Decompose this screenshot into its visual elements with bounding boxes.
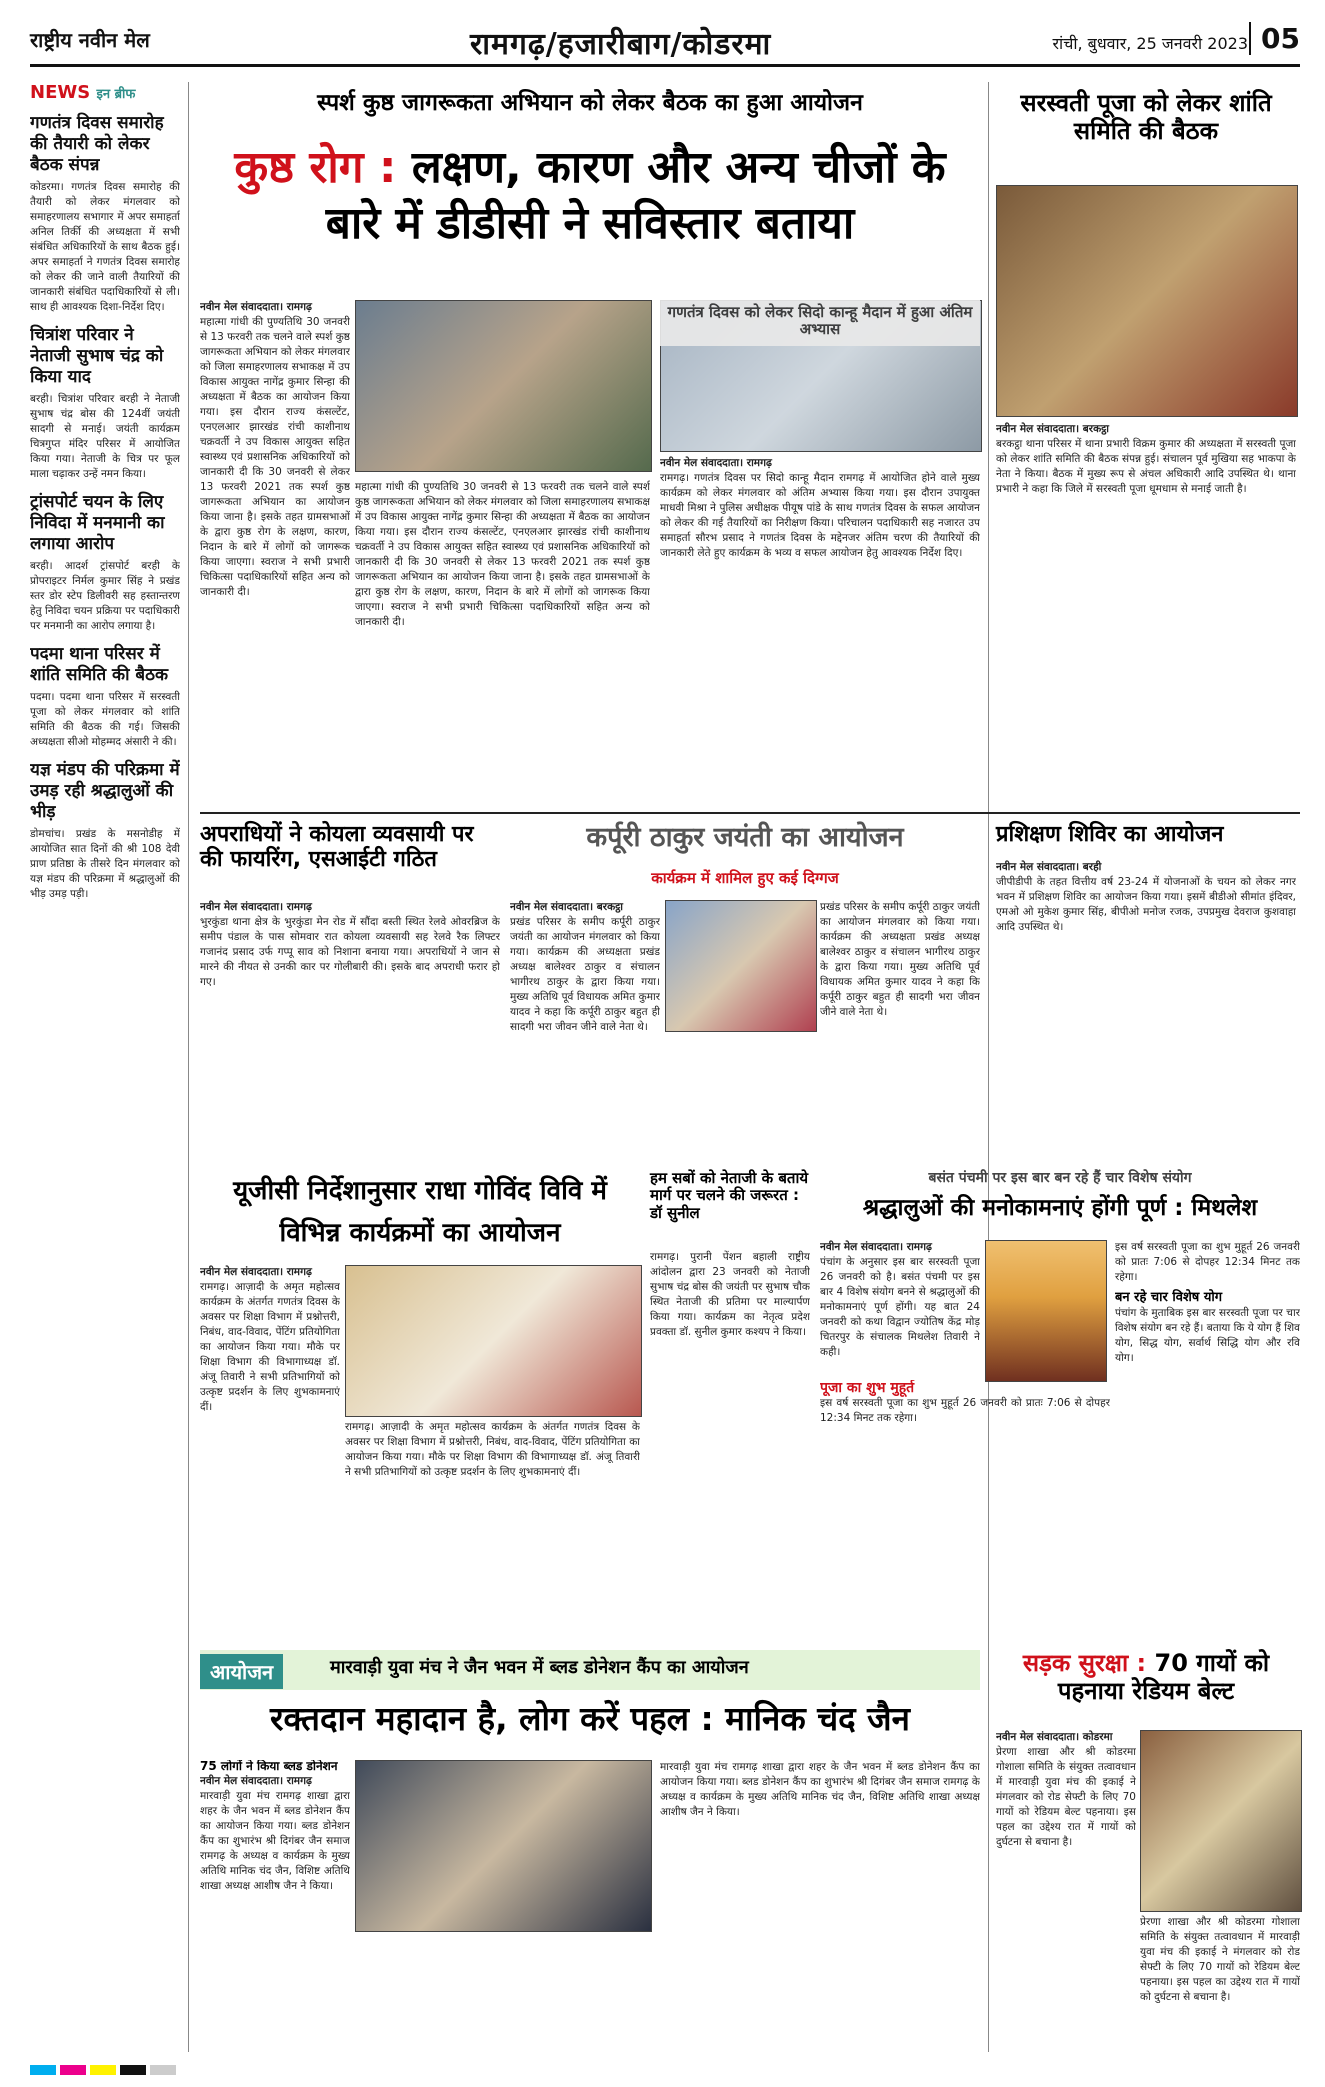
brief-body: पदमा। पदमा थाना परिसर में सरस्वती पूजा को लेकर मंगलवार को शांति समिति की बैठक की गई। जिसकी अध्यक्षता सीओ मोहम्मद अंसारी ने की। bbox=[30, 691, 180, 748]
road-headline-num: 70 गायों bbox=[1154, 1649, 1237, 1677]
peace-committee-photo bbox=[996, 185, 1298, 417]
brief-title: पदमा थाना परिसर में शांति समिति की बैठक bbox=[30, 644, 169, 685]
karpoori-story-cont bbox=[820, 900, 980, 1160]
blood-story-cont bbox=[660, 1760, 980, 2045]
coal-byline: नवीन मेल संवाददाता। रामगढ़ bbox=[200, 901, 312, 913]
republic-body: रामगढ़। गणतंत्र दिवस पर सिदो कान्हू मैदान रामगढ़ में आयोजित होने वाले मुख्य कार्यक्रम को लेकर मंगलवार को अंतिम अभ्यास किया गया। इस दौरान उपायुक्त माधवी मिश्रा ने पुलिस अधीक्षक पीयूष पांडे के साथ गणतंत्र दिवस के सफल आयोजन को लेकर की गई तैयारियों का निरीक्षण किया। परिचालन पदाधिकारी सह नजारत उप समाहर्ता सौरभ प्रसाद ने गणतंत्र दिवस के मद्देनजर अंतिम चरण की तैयारियों की जानकारी लेते हुए कार्यक्रम के भव्य व सफल आयोजन हेतु आवश्यक निर्देश दिए। bbox=[660, 472, 980, 559]
saraswati-story bbox=[996, 422, 1296, 802]
news-in-brief-sidebar bbox=[30, 82, 180, 1982]
blood-body-cont: मारवाड़ी युवा मंच रामगढ़ शाखा द्वारा शहर के जैन भवन में ब्लड डोनेशन कैंप का आयोजन किया गया। ब्लड डोनेशन कैंप का शुभारंभ श्री दिगंबर जैन समाज रामगढ़ के अध्यक्ष व कार्यक्रम के मुख्य अतिथि मानिक चंद जैन, विशिष्ट अतिथि शाखा अध्यक्ष आशीष जैन ने किया। bbox=[660, 1761, 980, 1818]
netaji-headline: हम सबों को नेताजी के बताये मार्ग पर चलने की जरूरत : डॉ सुनील bbox=[650, 1169, 809, 1222]
blood-subhead: 75 लोगों ने किया ब्लड डोनेशन bbox=[200, 1760, 338, 1773]
brief-body: बरही। चित्रांश परिवार बरही ने नेताजी सुभाष चंद्र बोस की 124वीं जयंती सादगी से मनाई। जयंती कार्यक्रम चित्रगुप्त मंदिर परिसर में आयोजित किया गया। नेताजी के चित्र पर फूल माला चढ़ाकर उन्हें नमन किया। bbox=[30, 393, 180, 480]
region-title: रामगढ़/हजारीबाग/कोडरमा bbox=[470, 27, 772, 62]
karpoori-body-cont: प्रखंड परिसर के समीप कर्पूरी ठाकुर जयंती का आयोजन मंगलवार को किया गया। कार्यक्रम की अध्यक्षता प्रखंड अध्यक्ष बालेश्वर ठाकुर व संचालन भागीरथ ठाकुर के द्वारा किया गया। मुख्य अतिथि पूर्व विधायक अमित कुमार यादव ने कहा कि कर्पूरी ठाकुर बहुत ही सादगी भरा जीवन जीने वाले नेता थे। bbox=[820, 901, 980, 1018]
basant-box-body: इस वर्ष सरस्वती पूजा का शुभ मुहूर्त 26 जनवरी को प्रातः 7:06 से दोपहर 12:34 मिनट तक रहेगा। bbox=[820, 1397, 1110, 1425]
road-headline bbox=[996, 1650, 1296, 1705]
karpoori-body: प्रखंड परिसर के समीप कर्पूरी ठाकुर जयंती का आयोजन मंगलवार को किया गया। कार्यक्रम की अध्यक्षता प्रखंड अध्यक्ष बालेश्वर ठाकुर व संचालन भागीरथ ठाकुर के द्वारा किया गया। मुख्य अतिथि पूर्व विधायक अमित कुमार यादव ने कहा कि कर्पूरी ठाकुर बहुत ही सादगी भरा जीवन जीने वाले नेता थे। bbox=[510, 916, 660, 1033]
coal-body: भुरकुंडा थाना क्षेत्र के भुरकुंडा मेन रोड में सौंदा बस्ती स्थित रेलवे ओवरब्रिज के समीप पंडाल के पास सोमवार रात कोयला व्यवसायी सह रेलवे रैक लिफ्टर गजानंद प्रसाद उर्फ गप्पू साव को निशाना बनाया गया। अपराधियों ने जान से मारने की नीयत से उनकी कार पर गोलीबारी की। इसके बाद अपराधी फरार हो गए। bbox=[200, 916, 500, 988]
road-story-cont bbox=[1140, 1915, 1300, 2045]
meeting-photo bbox=[355, 300, 652, 472]
training-body: जीपीडीपी के तहत वित्तीय वर्ष 23-24 में योजनाओं के चयन को लेकर नगर भवन में प्रशिक्षण शिविर का आयोजन किया गया। इसमें बीडीओ सीमांत इंदिवर, एमओ ओ मुकेश कुमार सिंह, बीपीओ मनोज रजक, उपप्रमुख देवराज कुशवाहा आदि उपस्थित थे। bbox=[996, 876, 1296, 933]
basant-sub-body: पंचांग के मुताबिक इस बार सरस्वती पूजा पर चार विशेष संयोग बन रहे हैं। बताया कि ये योग हैं शिव योग, सिद्ध योग, सर्वार्थ सिद्धि योग और रवि योग। bbox=[1115, 1306, 1300, 1364]
saraswati-byline: नवीन मेल संवाददाता। बरकट्ठा bbox=[996, 423, 1109, 435]
news-tag bbox=[30, 82, 180, 103]
basant-box bbox=[820, 1380, 1110, 1625]
coal-headline: अपराधियों ने कोयला व्यवसायी पर की फायरिंग, एसआईटी गठित bbox=[200, 822, 474, 873]
basant-box-title: पूजा का शुभ मुहूर्त bbox=[820, 1380, 915, 1396]
lead-story bbox=[200, 300, 350, 800]
basant-headline: श्रद्धालुओं की मनोकामनाएं होंगी पूर्ण : मिथलेश bbox=[862, 1195, 1258, 1221]
republic-headline-box bbox=[660, 300, 980, 346]
newspaper-brand: राष्ट्रीय नवीन मेल bbox=[30, 28, 150, 52]
ugc-headline: यूजीसी निर्देशानुसार राधा गोविंद विवि में विभिन्न कार्यक्रमों का आयोजन bbox=[233, 1176, 607, 1248]
karpoori-photo bbox=[665, 900, 817, 1032]
column-divider bbox=[188, 82, 189, 2052]
masthead bbox=[30, 18, 1300, 67]
ugc-story bbox=[200, 1265, 340, 1625]
basant-story bbox=[820, 1240, 980, 1370]
ugc-story-cont bbox=[345, 1420, 640, 1625]
brief-title: यज्ञ मंडप की परिक्रमा में उमड़ रही श्रद्धालुओं की भीड़ bbox=[30, 760, 180, 822]
blood-headline: रक्तदान महादान है, लोग करें पहल : मानिक चंद जैन bbox=[270, 1699, 910, 1738]
karpoori-byline: नवीन मेल संवाददाता। बरकट्ठा bbox=[510, 901, 623, 913]
brief-title: चित्रांश परिवार ने नेताजी सुभाष चंद्र को किया याद bbox=[30, 325, 164, 387]
blood-label: आयोजन bbox=[200, 1654, 283, 1689]
lead-headline-rest: लक्षण, कारण और अन्य चीजों के बारे में डीडीसी ने सविस्तार बताया bbox=[325, 142, 946, 249]
print-color-bar bbox=[30, 2060, 1300, 2079]
cow-photo bbox=[1140, 1730, 1302, 1912]
brief-body: डोमचांच। प्रखंड के मसनोडीह में आयोजित सात दिनों की श्री 108 देवी प्राण प्रतिष्ठा के तीसरे दिन मंगलवार को यज्ञ मंडप की परिक्रमा में श्रद्धालुओं की भीड़ उमड़ पड़ी। bbox=[30, 828, 180, 900]
ugc-byline: नवीन मेल संवाददाता। रामगढ़ bbox=[200, 1266, 312, 1278]
training-headline: प्रशिक्षण शिविर का आयोजन bbox=[996, 822, 1224, 847]
basant-body: पंचांग के अनुसार इस बार सरस्वती पूजा 26 जनवरी को है। बसंत पंचमी पर इस बार 4 विशेष संयोग बनने से श्रद्धालुओं की मनोकामनाएं पूर्ण होंगी। यह बात 24 जनवरी को कथा विद्वान ज्योतिष केंद्र मोड़ चितरपुर के संचालक मिथलेश तिवारी ने कही। bbox=[820, 1256, 980, 1358]
basant-body-cont: इस वर्ष सरस्वती पूजा का शुभ मुहूर्त 26 जनवरी को प्रातः 7:06 से दोपहर 12:34 मिनट तक रहेगा। bbox=[1115, 1241, 1300, 1283]
karpoori-headline: कर्पूरी ठाकुर जयंती का आयोजन bbox=[586, 822, 904, 853]
training-byline: नवीन मेल संवाददाता। बरही bbox=[996, 861, 1102, 873]
brief-item bbox=[30, 113, 180, 315]
lead-headline-red: कुष्ठ रोग : bbox=[234, 142, 397, 193]
road-body: प्रेरणा शाखा और श्री कोडरमा गोशाला समिति के संयुक्त तत्वावधान में मारवाड़ी युवा मंच की इकाई ने मंगलवार को रोड सेफ्टी के लिए 70 गायों को रेडियम बेल्ट पहनाया। इस पहल का उद्देश्य रात में गायों को दुर्घटना से बचाना है। bbox=[996, 1746, 1136, 1848]
training-story bbox=[996, 860, 1296, 1160]
brief-body: कोडरमा। गणतंत्र दिवस समारोह की तैयारी को लेकर मंगलवार को समाहरणालय सभागार में अपर समाहर्ता अनिल तिर्की की अध्यक्षता में सभी संबंधित अधिकारियों के साथ बैठक हुई। अपर समाहर्ता ने गणतंत्र दिवस समारोह को लेकर की जाने वाली तैयारियों की जानकारी संबंधित पदाधिकारियों से ली। साथ ही आवश्यक दिशा-निर्देश दिए। bbox=[30, 181, 180, 313]
karpoori-story bbox=[510, 900, 660, 1160]
brief-title: गणतंत्र दिवस समारोह की तैयारी को लेकर बैठक संपन्न bbox=[30, 113, 164, 175]
blood-story bbox=[200, 1760, 350, 2045]
netaji-body: रामगढ़। पुरानी पेंशन बहाली राष्ट्रीय आंदोलन द्वारा 23 जनवरी को नेताजी सुभाष चंद्र बोस की जयंती पर सुभाष चौक स्थित नेताजी की प्रतिमा पर माल्यार्पण किया गया। कार्यक्रम का नेतृत्व प्रदेश प्रवक्ता डॉ. सुनील कुमार कश्यप ने किया। bbox=[650, 1251, 810, 1338]
saraswati-headline: सरस्वती पूजा को लेकर शांति समिति की बैठक bbox=[1020, 89, 1272, 145]
section-rule bbox=[200, 812, 1300, 814]
republic-byline: नवीन मेल संवाददाता। रामगढ़ bbox=[660, 457, 772, 469]
republic-headline: गणतंत्र दिवस को लेकर सिदो कान्हू मैदान में हुआ अंतिम अभ्यास bbox=[667, 303, 973, 339]
saraswati-body: बरकट्ठा थाना परिसर में थाना प्रभारी विक्रम कुमार की अध्यक्षता में सरस्वती पूजा को लेकर शांति समिति की बैठक संपन्न हुई। संचालन पूर्व मुखिया सह भाकपा के नेता ने किया। बैठक में मुख्य रूप से अंचल अधिकारी आदि उपस्थित थे। थाना प्रभारी ने कहा कि जिले में सरस्वती पूजा धूमधाम से मनाई जाती है। bbox=[996, 438, 1296, 495]
basant-kicker: बसंत पंचमी पर इस बार बन रहे हैं चार विशेष संयोग bbox=[928, 1170, 1192, 1186]
blood-photo bbox=[355, 1760, 652, 1932]
republic-story bbox=[660, 456, 980, 800]
basant-yog bbox=[1115, 1240, 1300, 1625]
page-number: 05 bbox=[1249, 22, 1300, 55]
lead-story-cont bbox=[355, 480, 650, 800]
karpoori-subhead: कार्यक्रम में शामिल हुए कई दिग्गज bbox=[651, 869, 839, 887]
road-headline-rest: को पहनाया रेडियम बेल्ट bbox=[1057, 1649, 1270, 1705]
road-story bbox=[996, 1730, 1136, 2045]
lead-body-cont: महात्मा गांधी की पुण्यतिथि 30 जनवरी से 13 फरवरी तक चलने वाले स्पर्श कुष्ठ जागरूकता अभियान को लेकर मंगलवार को जिला समाहरणालय सभाकक्ष में उप विकास आयुक्त नागेंद्र कुमार सिन्हा की अध्यक्षता में बैठक का आयोजन किया गया। इस दौरान राज्य कंसल्टेंट, एनएलआर झारखंड रांची काशीनाथ चक्रवर्ती ने उप विकास आयुक्त सहित स्वास्थ्य एवं प्रशासनिक अधिकारियों को जानकारी दी कि 30 जनवरी से लेकर 13 फरवरी 2021 तक स्पर्श कुष्ठ जागरूकता अभियान का आयोजन किया जाना है। इसके तहत ग्रामसभाओं के द्वारा कुष्ठ रोग के लक्षण, कारण, निदान के बारे में लोगों को जागरूक किया जाएगा। स्वराज ने सभी प्रभारी चिकित्सा पदाधिकारियों सहित अन्य को जानकारी दी। bbox=[355, 481, 650, 628]
sidebar-items bbox=[30, 113, 180, 902]
blood-byline: नवीन मेल संवाददाता। रामगढ़ bbox=[200, 1774, 312, 1787]
basant-byline: नवीन मेल संवाददाता। रामगढ़ bbox=[820, 1241, 932, 1253]
blood-body: मारवाड़ी युवा मंच रामगढ़ शाखा द्वारा शहर के जैन भवन में ब्लड डोनेशन कैंप का आयोजन किया गया। ब्लड डोनेशन कैंप का शुभारंभ श्री दिगंबर जैन समाज रामगढ़ के अध्यक्ष व कार्यक्रम के मुख्य अतिथि मानिक चंद जैन, विशिष्ट अतिथि शाखा अध्यक्ष आशीष जैन ने किया। bbox=[200, 1789, 350, 1892]
lead-headline bbox=[200, 140, 980, 252]
lead-byline: नवीन मेल संवाददाता। रामगढ़ bbox=[200, 301, 312, 313]
astrologer-photo bbox=[985, 1240, 1107, 1382]
road-body-cont: प्रेरणा शाखा और श्री कोडरमा गोशाला समिति के संयुक्त तत्वावधान में मारवाड़ी युवा मंच की इकाई ने मंगलवार को रोड सेफ्टी के लिए 70 गायों को रेडियम बेल्ट पहनाया। इस पहल का उद्देश्य रात में गायों को दुर्घटना से बचाना है। bbox=[1140, 1916, 1300, 2003]
coal-story bbox=[200, 900, 500, 1160]
brief-title: ट्रांसपोर्ट चयन के लिए निविदा में मनमानी का लगाया आरोप bbox=[30, 492, 165, 554]
ugc-photo bbox=[345, 1265, 642, 1417]
lead-kicker: स्पर्श कुष्ठ जागरूकता अभियान को लेकर बैठक का हुआ आयोजन bbox=[317, 90, 863, 116]
ugc-body: रामगढ़। आज़ादी के अमृत महोत्सव कार्यक्रम के अंतर्गत गणतंत्र दिवस के अवसर पर शिक्षा विभाग में प्रश्नोत्तरी, निबंध, वाद-विवाद, पेंटिंग प्रतियोगिता का आयोजन किया गया। मौके पर शिक्षा विभाग की विभागाध्यक्ष डॉ. अंजू तिवारी ने सभी प्रतिभागियों को उत्कृष्ट प्रदर्शन के लिए शुभकामनाएं दीं। bbox=[200, 1281, 340, 1413]
brief-item bbox=[30, 760, 180, 902]
news-tag-sub: इन ब्रीफ bbox=[96, 87, 136, 102]
brief-body: बरही। आदर्श ट्रांसपोर्ट बरही के प्रोपराइटर निर्मल कुमार सिंह ने प्रखंड स्तर डोर स्टेप डिलीवरी सह हस्तान्तरण हेतु निविदा चयन प्रक्रिया पर पदाधिकारी पर मनमानी का आरोप लगाया है। bbox=[30, 560, 180, 632]
blood-kicker: मारवाड़ी युवा मंच ने जैन भवन में ब्लड डोनेशन कैंप का आयोजन bbox=[330, 1657, 749, 1678]
dateline: रांची, बुधवार, 25 जनवरी 2023 bbox=[1052, 34, 1248, 53]
news-tag-label: NEWS bbox=[30, 82, 91, 103]
road-byline: नवीन मेल संवाददाता। कोडरमा bbox=[996, 1731, 1113, 1743]
netaji-story bbox=[650, 1250, 810, 1625]
lead-body: महात्मा गांधी की पुण्यतिथि 30 जनवरी से 13 फरवरी तक चलने वाले स्पर्श कुष्ठ जागरूकता अभियान को लेकर मंगलवार को जिला समाहरणालय सभाकक्ष में उप विकास आयुक्त नागेंद्र कुमार सिन्हा की अध्यक्षता में बैठक का आयोजन किया गया। इस दौरान राज्य कंसल्टेंट, एनएलआर झारखंड रांची काशीनाथ चक्रवर्ती ने उप विकास आयुक्त सहित स्वास्थ्य एवं प्रशासनिक अधिकारियों को जानकारी दी कि 30 जनवरी से लेकर 13 फरवरी 2021 तक स्पर्श कुष्ठ जागरूकता अभियान का आयोजन किया जाना है। इसके तहत ग्रामसभाओं के द्वारा कुष्ठ रोग के लक्षण, कारण, निदान के बारे में लोगों को जागरूक किया जाएगा। स्वराज ने सभी प्रभारी चिकित्सा पदाधिकारियों सहित अन्य को जानकारी दी। bbox=[200, 316, 350, 598]
brief-item bbox=[30, 644, 180, 750]
brief-item bbox=[30, 492, 180, 634]
ugc-body-cont: रामगढ़। आज़ादी के अमृत महोत्सव कार्यक्रम के अंतर्गत गणतंत्र दिवस के अवसर पर शिक्षा विभाग में प्रश्नोत्तरी, निबंध, वाद-विवाद, पेंटिंग प्रतियोगिता का आयोजन किया गया। मौके पर शिक्षा विभाग की विभागाध्यक्ष डॉ. अंजू तिवारी ने सभी प्रतिभागियों को उत्कृष्ट प्रदर्शन के लिए शुभकामनाएं दीं। bbox=[345, 1421, 640, 1478]
brief-item bbox=[30, 325, 180, 482]
basant-sub-title: बन रहे चार विशेष योग bbox=[1115, 1290, 1223, 1305]
column-divider bbox=[988, 82, 989, 2052]
road-headline-red: सड़क सुरक्षा : bbox=[1022, 1649, 1147, 1677]
